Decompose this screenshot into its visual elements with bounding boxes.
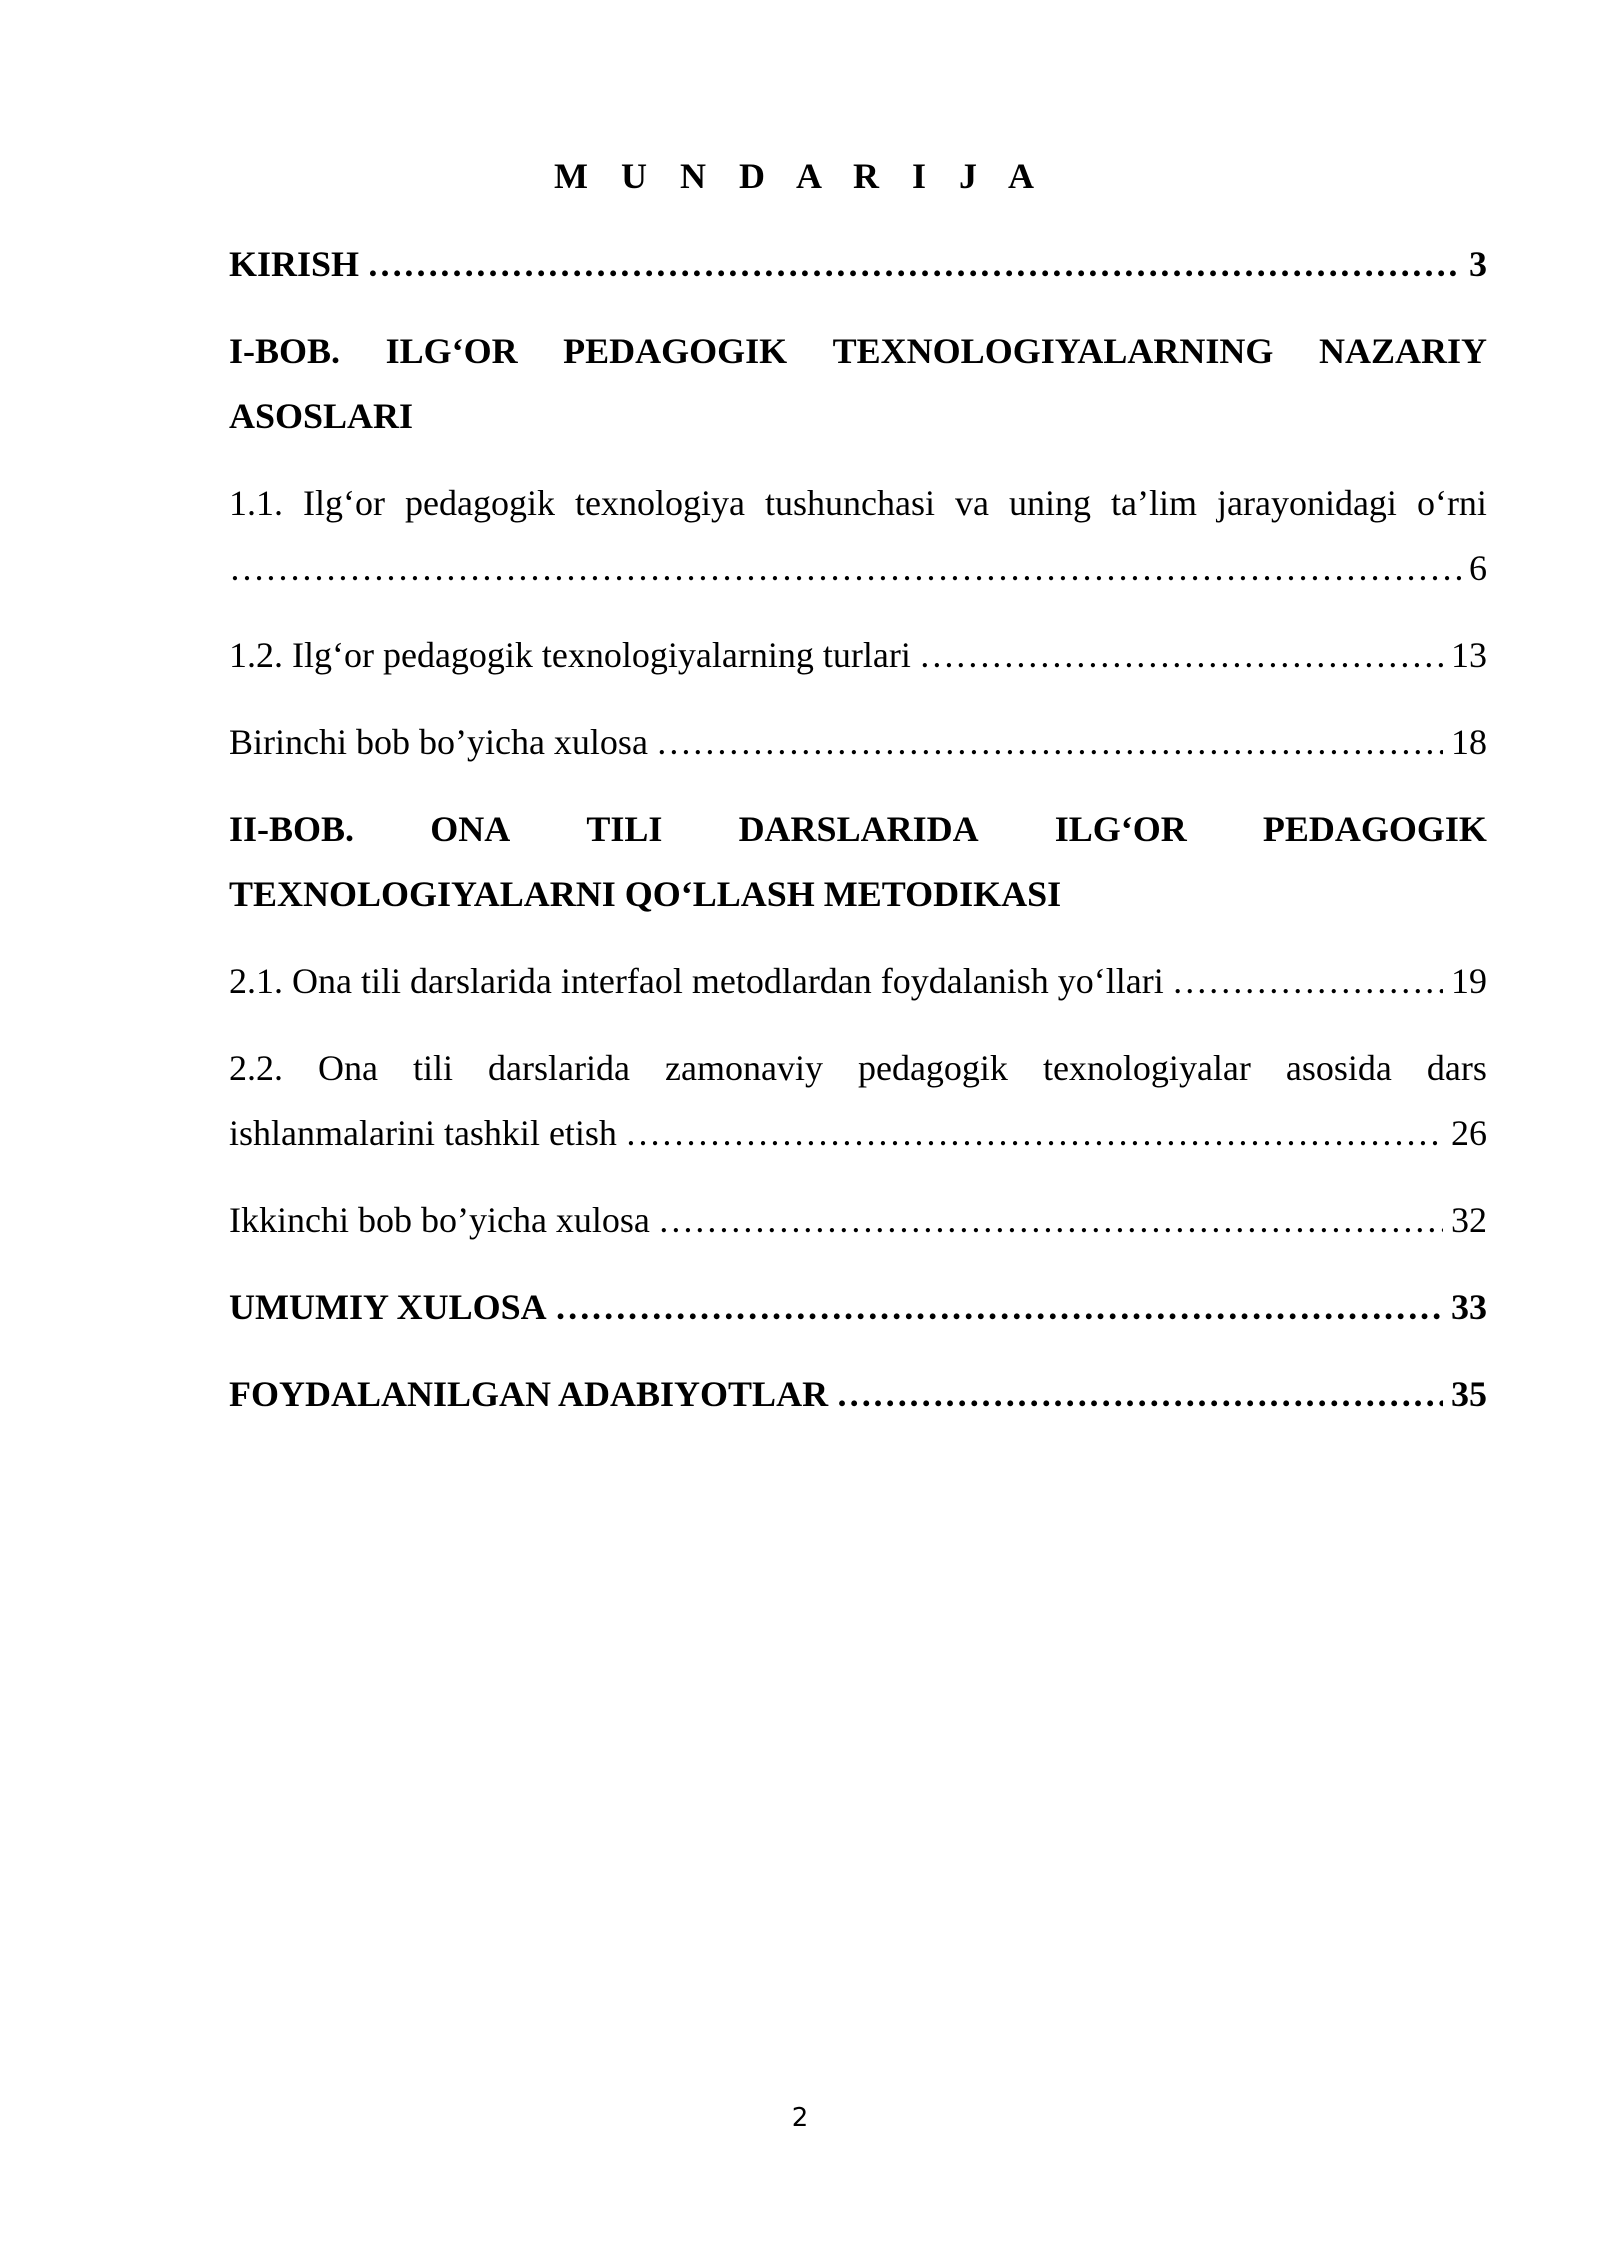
dot-leader [656, 710, 1443, 775]
toc-entry-page: 32 [1451, 1200, 1487, 1240]
dot-leader [555, 1275, 1443, 1340]
toc-entry-chapter-2-conclusion[interactable] [229, 1188, 1487, 1253]
dot-leader [229, 536, 1461, 601]
toc-entry-title-line-2: TEXNOLOGIYALARNI QO‘LLASH METODIKASI [229, 874, 1062, 914]
toc-entry-chapter-1-conclusion[interactable] [229, 710, 1487, 775]
toc-entry-page: 35 [1451, 1374, 1487, 1414]
toc-entry-title: KIRISH [229, 244, 360, 284]
toc-entry-title-line-1: II-BOB. ONA TILI DARSLARIDA ILG‘OR PEDAGOGIK [229, 809, 1487, 849]
toc-entry-section-2-1[interactable] [229, 949, 1487, 1014]
toc-entry-section-2-2[interactable] [229, 1036, 1487, 1166]
toc-entry-section-1-1[interactable] [229, 471, 1487, 601]
toc-entry-title-line-1: 1.1. Ilg‘or pedagogik texnologiya tushunchasi va uning ta’lim jarayonidagi o‘rni [229, 483, 1487, 523]
toc-entry-page: 3 [1469, 244, 1487, 284]
toc-entry-title-line-2: ASOSLARI [229, 396, 414, 436]
toc-entry-general-conclusion[interactable] [229, 1275, 1487, 1340]
page-number: 2 [791, 2103, 809, 2133]
toc-entry-title: 2.1. Ona tili darslarida interfaol metodlardan foydalanish yo‘llari [229, 961, 1164, 1001]
table-of-contents [229, 232, 1487, 1449]
toc-entry-chapter-2[interactable] [229, 797, 1487, 927]
toc-entry-page: 13 [1451, 635, 1487, 675]
toc-entry-chapter-1[interactable] [229, 319, 1487, 449]
toc-entry-page: 19 [1451, 961, 1487, 1001]
toc-entry-title-line-2: ishlanmalarini tashkil etish [229, 1113, 617, 1153]
toc-entry-section-1-2[interactable] [229, 623, 1487, 688]
toc-entry-page: 18 [1451, 722, 1487, 762]
toc-entry-kirish[interactable] [229, 232, 1487, 297]
toc-entry-title: 1.2. Ilg‘or pedagogik texnologiyalarning turlari [229, 635, 911, 675]
toc-title: M U N D A R I J A [553, 156, 1047, 196]
dot-leader [836, 1362, 1443, 1427]
toc-entry-title-line-1: I-BOB. ILG‘OR PEDAGOGIK TEXNOLOGIYALARNING NAZARIY [229, 331, 1487, 371]
toc-entry-page: 26 [1451, 1113, 1487, 1153]
toc-entry-title: Ikkinchi bob bo’yicha xulosa [229, 1200, 650, 1240]
toc-entry-title-line-1: 2.2. Ona tili darslarida zamonaviy pedagogik texnologiyalar asosida dars [229, 1048, 1487, 1088]
toc-entry-title: FOYDALANILGAN ADABIYOTLAR [229, 1374, 829, 1414]
dot-leader [1172, 949, 1443, 1014]
dot-leader [919, 623, 1443, 688]
toc-entry-page: 33 [1451, 1287, 1487, 1327]
toc-entry-page: 6 [1469, 548, 1487, 588]
dot-leader [658, 1188, 1443, 1253]
dot-leader [625, 1101, 1443, 1166]
toc-entry-title: Birinchi bob bo’yicha xulosa [229, 722, 648, 762]
toc-entry-references[interactable] [229, 1362, 1487, 1427]
toc-entry-title: UMUMIY XULOSA [229, 1287, 547, 1327]
dot-leader [367, 232, 1461, 297]
